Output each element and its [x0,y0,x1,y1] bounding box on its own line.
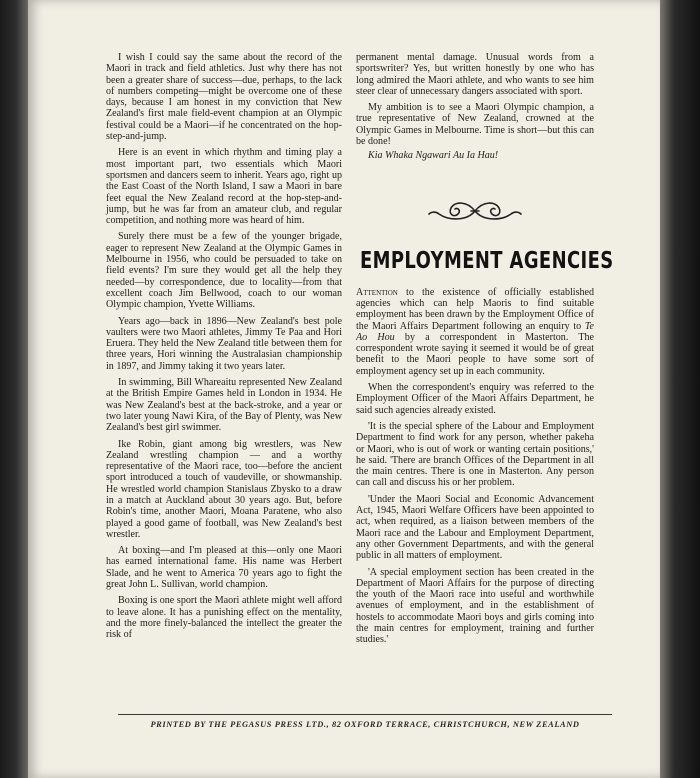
footer-rule [118,714,612,715]
left-paragraph: Surely there must be a few of the younger brigade, eager to represent New Zealand at the Olympic Games in Melbourne in 1956, who could be persuaded to take on field events? I'm sure they would get all the help they needed—by correspondence, due to locality—from that excellent coach Jim Bellwood, coach to our woman Olympic champion, Yvette Williams. [106,231,342,311]
printer-imprint: PRINTED BY THE PEGASUS PRESS LTD., 82 OXFORD TERRACE, CHRISTCHURCH, NEW ZEALAND [150,720,580,729]
left-column [106,52,342,646]
continuation-paragraph: permanent mental damage. Unusual words from a sportswriter? Yes, but written honestly by one who has long admired the Maori athlete, and who wants to see him steer clear of unnecessary dangers associated with sport. [356,52,594,97]
article-paragraph: 'It is the special sphere of the Labour and Employment Department to find work for any person, whether pakeha or Maori, who is out of work or wanting certain positions,' he said. 'There are branch Offices of the Department in all the main centres. There is one in Masterton. Any person can call and discuss his or her problem. [356,420,594,489]
right-column [356,52,614,651]
scan-edge-right [660,0,700,778]
left-paragraph: At boxing—and I'm pleased at this—only one Maori has earned international fame. His name was Herbert Slade, and he went to America 70 years ago to fight the great John L. Sullivan, world champion. [106,545,342,591]
lead-text-2: by a correspondent in Masterton. The correspondent wrote saying it seemed it would be of great benefit to the Maori people to have some sort of employment agency set up in each community. [356,331,594,377]
scan-edge-left [0,0,28,778]
article-lead-paragraph [356,287,594,377]
left-paragraph: Boxing is one sport the Maori athlete might well afford to leave alone. It has a punishing effect on the mentality, and the more finely-balanced the intellect the greater the risk of [106,595,342,641]
left-paragraph: I wish I could say the same about the record of the Maori in track and field athletics. Just why there has not been a greater share of success—due, perhaps, to the lack of numbers competing—might be overcome one of these days, because I am honest in my conviction that New Zealand's first male field-event champion at an Olympic festival could be a Maori—if he concentrated on the hop-step-and-jump. [106,52,342,143]
article-paragraph: When the correspondent's enquiry was referred to the Employment Officer of the Maori Affairs Department, he said such agencies already existed. [356,382,594,416]
left-paragraph: Ike Robin, giant among big wrestlers, was New Zealand wrestling champion — and a worthy representative of the Maori race, too—before the ancient sport introduced a touch of vaudeville, or showmanship. He wrestled world champion Stanislaus Zbysko to a draw in a match at Auckland about 30 years ago. But, before Robin's time, another Maori, Moana Paratene, who also played a good game of football, was New Zealand's best wrestler. [106,438,342,540]
article-paragraph: 'A special employment section has been created in the Department of Maori Affairs for the purpose of directing the youth of the Maori race into useful and worthwhile avenues of employment, and in the establishment of hostels to accommodate Maori boys and girls coming into the main centres for employment, training and further studies.' [356,566,594,646]
left-paragraph: Years ago—back in 1896—New Zealand's best pole vaulters were two Maori athletes, Jimmy Te Paa and Hori Eruera. They held the New Zealand title between them for three years, Hori winning the Australasian championship in 1897, and Jimmy taking it two years later. [106,315,342,372]
lead-word: Attention [356,286,398,298]
ambition-paragraph: My ambition is to see a Maori Olympic champion, a true representative of New Zealand, crowned at the Olympic Games in Melbourne. Time is short—but this can be done! [356,102,594,148]
maori-signoff: Kia Whaka Ngawari Au Ia Hau! [368,150,499,162]
article-heading: EMPLOYMENT AGENCIES [360,247,614,274]
publication-title: Te Ao Hou [356,320,594,343]
left-paragraph: Here is an event in which rhythm and timing play a most important part, two essentials which Maori sportsmen and dancers seem to inherit. Years ago, right up the East Coast of the North Island, I saw a Maori in bare feet equal the New Zealand record at the hop-step-and-jump, but he was far from an amateur club, and regular competition, and nothing more was heard of him. [106,147,342,227]
ornament-divider-icon [427,198,523,224]
article-paragraph: 'Under the Maori Social and Economic Advancement Act, 1945, Maori Welfare Officers have been appointed to act, when required, as a liaison between members of the Maori race and the Labour and Employment Department, any other Government Departments, and with the general public in all matters of employment. [356,493,594,562]
lead-text-1: to the existence of officially established agencies which can help Maoris to find suitable employment has been drawn by the Employment Office of the Maori Affairs Department following an enquiry to [356,286,594,332]
left-paragraph: In swimming, Bill Whareaitu represented New Zealand at the British Empire Games held in London in 1934. He was New Zealand's best at the back-stroke, and a year or two later young Nawi Kira, of the Bay of Plenty, was New Zealand's best girl swimmer. [106,377,342,434]
